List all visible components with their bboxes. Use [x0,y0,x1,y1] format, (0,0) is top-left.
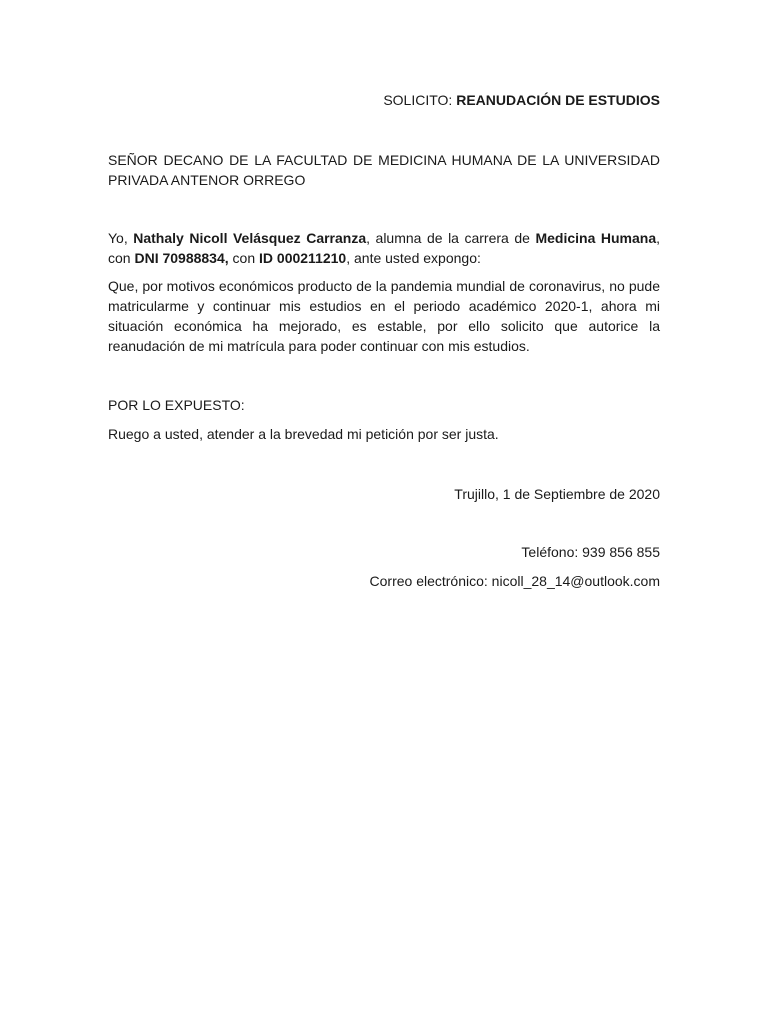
place-date: Trujillo, 1 de Septiembre de 2020 [454,486,660,502]
closing-heading: POR LO EXPUESTO: [108,397,245,413]
contact-phone: Teléfono: 939 856 855 [521,544,660,560]
addressee: SEÑOR DECANO DE LA FACULTAD DE MEDICINA HUMANA DE LA UNIVERSIDAD PRIVADA ANTENOR ORREGO [108,152,660,188]
body-paragraph: Que, por motivos económicos producto de la pandemia mundial de coronavirus, no pude matricularme y continuar mis estudios en el periodo académico 2020-1, ahora mi situación económica ha mejorado, es estable, por ello solicito que autorice la reanudación de mi matrícula para poder continuar con mis estudios. [108,278,660,354]
intro-text-1: Yo, [108,230,134,246]
subject-line [108,90,660,110]
intro-paragraph [108,228,660,268]
subject-prefix: SOLICITO: [383,92,457,108]
closing-request: Ruego a usted, atender a la brevedad mi petición por ser justa. [108,426,499,442]
career-name: Medicina Humana [535,230,657,246]
student-name: Nathaly Nicoll Velásquez Carranza [133,230,367,246]
student-id: ID 000211210 [259,250,347,266]
intro-text-5: , ante usted expongo: [346,250,481,266]
contact-email: Correo electrónico: nicoll_28_14@outlook.com [369,573,660,589]
intro-text-3: , con [108,230,661,266]
intro-text-4: con [228,250,260,266]
intro-text-2: , alumna de la carrera de [366,230,536,246]
dni-number: DNI 70988834, [134,250,229,266]
subject-title: REANUDACIÓN DE ESTUDIOS [456,92,660,108]
